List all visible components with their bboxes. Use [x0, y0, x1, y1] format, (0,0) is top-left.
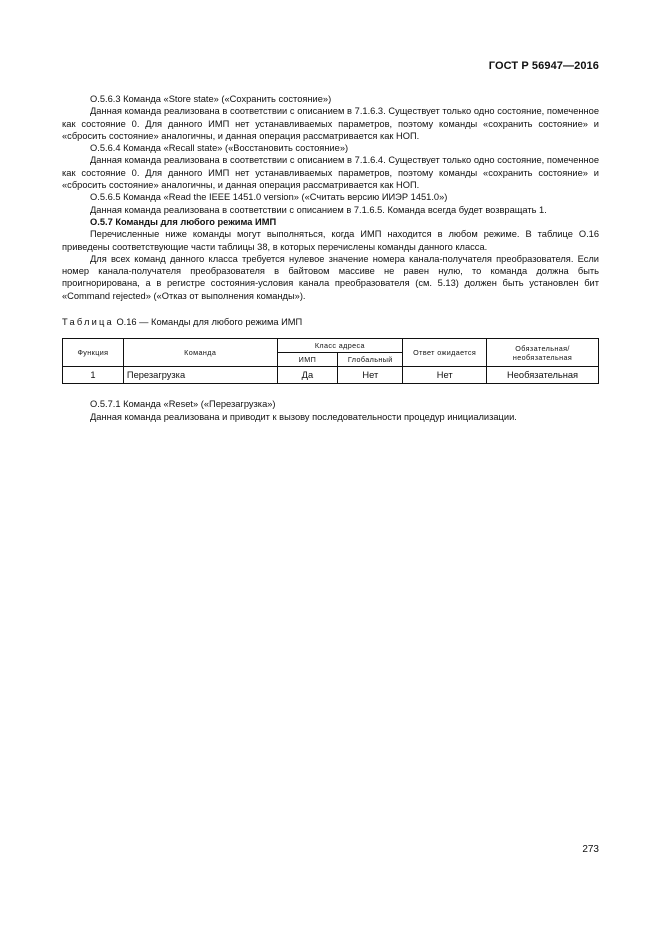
table-caption — [62, 316, 599, 328]
commands-table — [62, 338, 599, 384]
subsection-heading-o563: О.5.6.3 Команда «Store state» («Сохранить состояние») — [90, 94, 332, 104]
paragraph: Данная команда реализована в соответствии с описанием в 7.1.6.4. Существует только одно состояние, помеченное как состояние 0. Для данного ИМП нет устанавливаемых параметров, поэтому команды «сохранить состояние» и «сбросить состояние» аналогичны, и данная операция рассматривается как НОП. — [62, 155, 599, 191]
paragraph: Данная команда реализована в соответствии с описанием в 7.1.6.5. Команда всегда будет возвращать 1. — [90, 204, 547, 215]
cell-function: 1 — [63, 367, 124, 384]
subsection-heading-o564: О.5.6.4 Команда «Recall state» («Восстановить состояние») — [90, 143, 349, 154]
header-reply-expected: Ответ ожидается — [403, 339, 487, 367]
header-global: Глобальный — [338, 353, 403, 367]
header-command: Команда — [123, 339, 277, 367]
paragraph: Для всех команд данного класса требуется нулевое значение номера канала-получателя преобразователя. Если номер канала-получателя преобразователя в байтовом массиве не равен нулю, то команда должна быть проигнорирована, а в регистре состояния-условия канала преобразователя (см. 5.13) должен быть установлен бит «Command rejected» («Отказ от выполнения команды»). — [62, 253, 599, 301]
cell-command: Перезагрузка — [123, 367, 277, 384]
subsection-heading-o565: О.5.6.5 Команда «Read the IEEE 1451.0 version» («Считать версию ИИЭР 1451.0») — [90, 192, 448, 203]
page-content — [62, 93, 599, 423]
page-number: 273 — [582, 844, 599, 855]
cell-imp: Да — [277, 367, 338, 384]
document-id-header: ГОСТ Р 56947—2016 — [488, 60, 599, 72]
paragraph: Данная команда реализована в соответствии с описанием в 7.1.6.3. Существует только одно состояние, помеченное как состояние 0. Для данного ИМП нет устанавливаемых параметров, поэтому команды «сохранить состояние» и «сбросить состояние» аналогичны, и данная операция рассматривается как НОП. — [62, 106, 599, 141]
paragraph: Перечисленные ниже команды могут выполняться, когда ИМП находится в любом режиме. В таблице О.16 приведены соответствующие части таблицы 38, в которых перечислены команды данного класса. — [62, 229, 599, 252]
header-address-class: Класс адреса — [277, 339, 403, 353]
header-imp: ИМП — [277, 353, 338, 367]
table-caption-word: Таблица — [62, 317, 114, 328]
cell-mandatory: Необязательная — [487, 367, 599, 384]
subsection-heading-o571: О.5.7.1 Команда «Reset» («Перезагрузка») — [90, 399, 276, 410]
cell-reply: Нет — [403, 367, 487, 384]
section-heading-o57: О.5.7 Команды для любого режима ИМП — [90, 216, 277, 227]
table-row — [63, 367, 599, 384]
cell-global: Нет — [338, 367, 403, 384]
header-function: Функция — [63, 339, 124, 367]
paragraph: Данная команда реализована и приводит к вызову последовательности процедур инициализации. — [90, 411, 517, 422]
table-caption-text: О.16 — Команды для любого режима ИМП — [113, 317, 303, 328]
header-mandatory: Обязательная/ необязательная — [487, 339, 599, 367]
